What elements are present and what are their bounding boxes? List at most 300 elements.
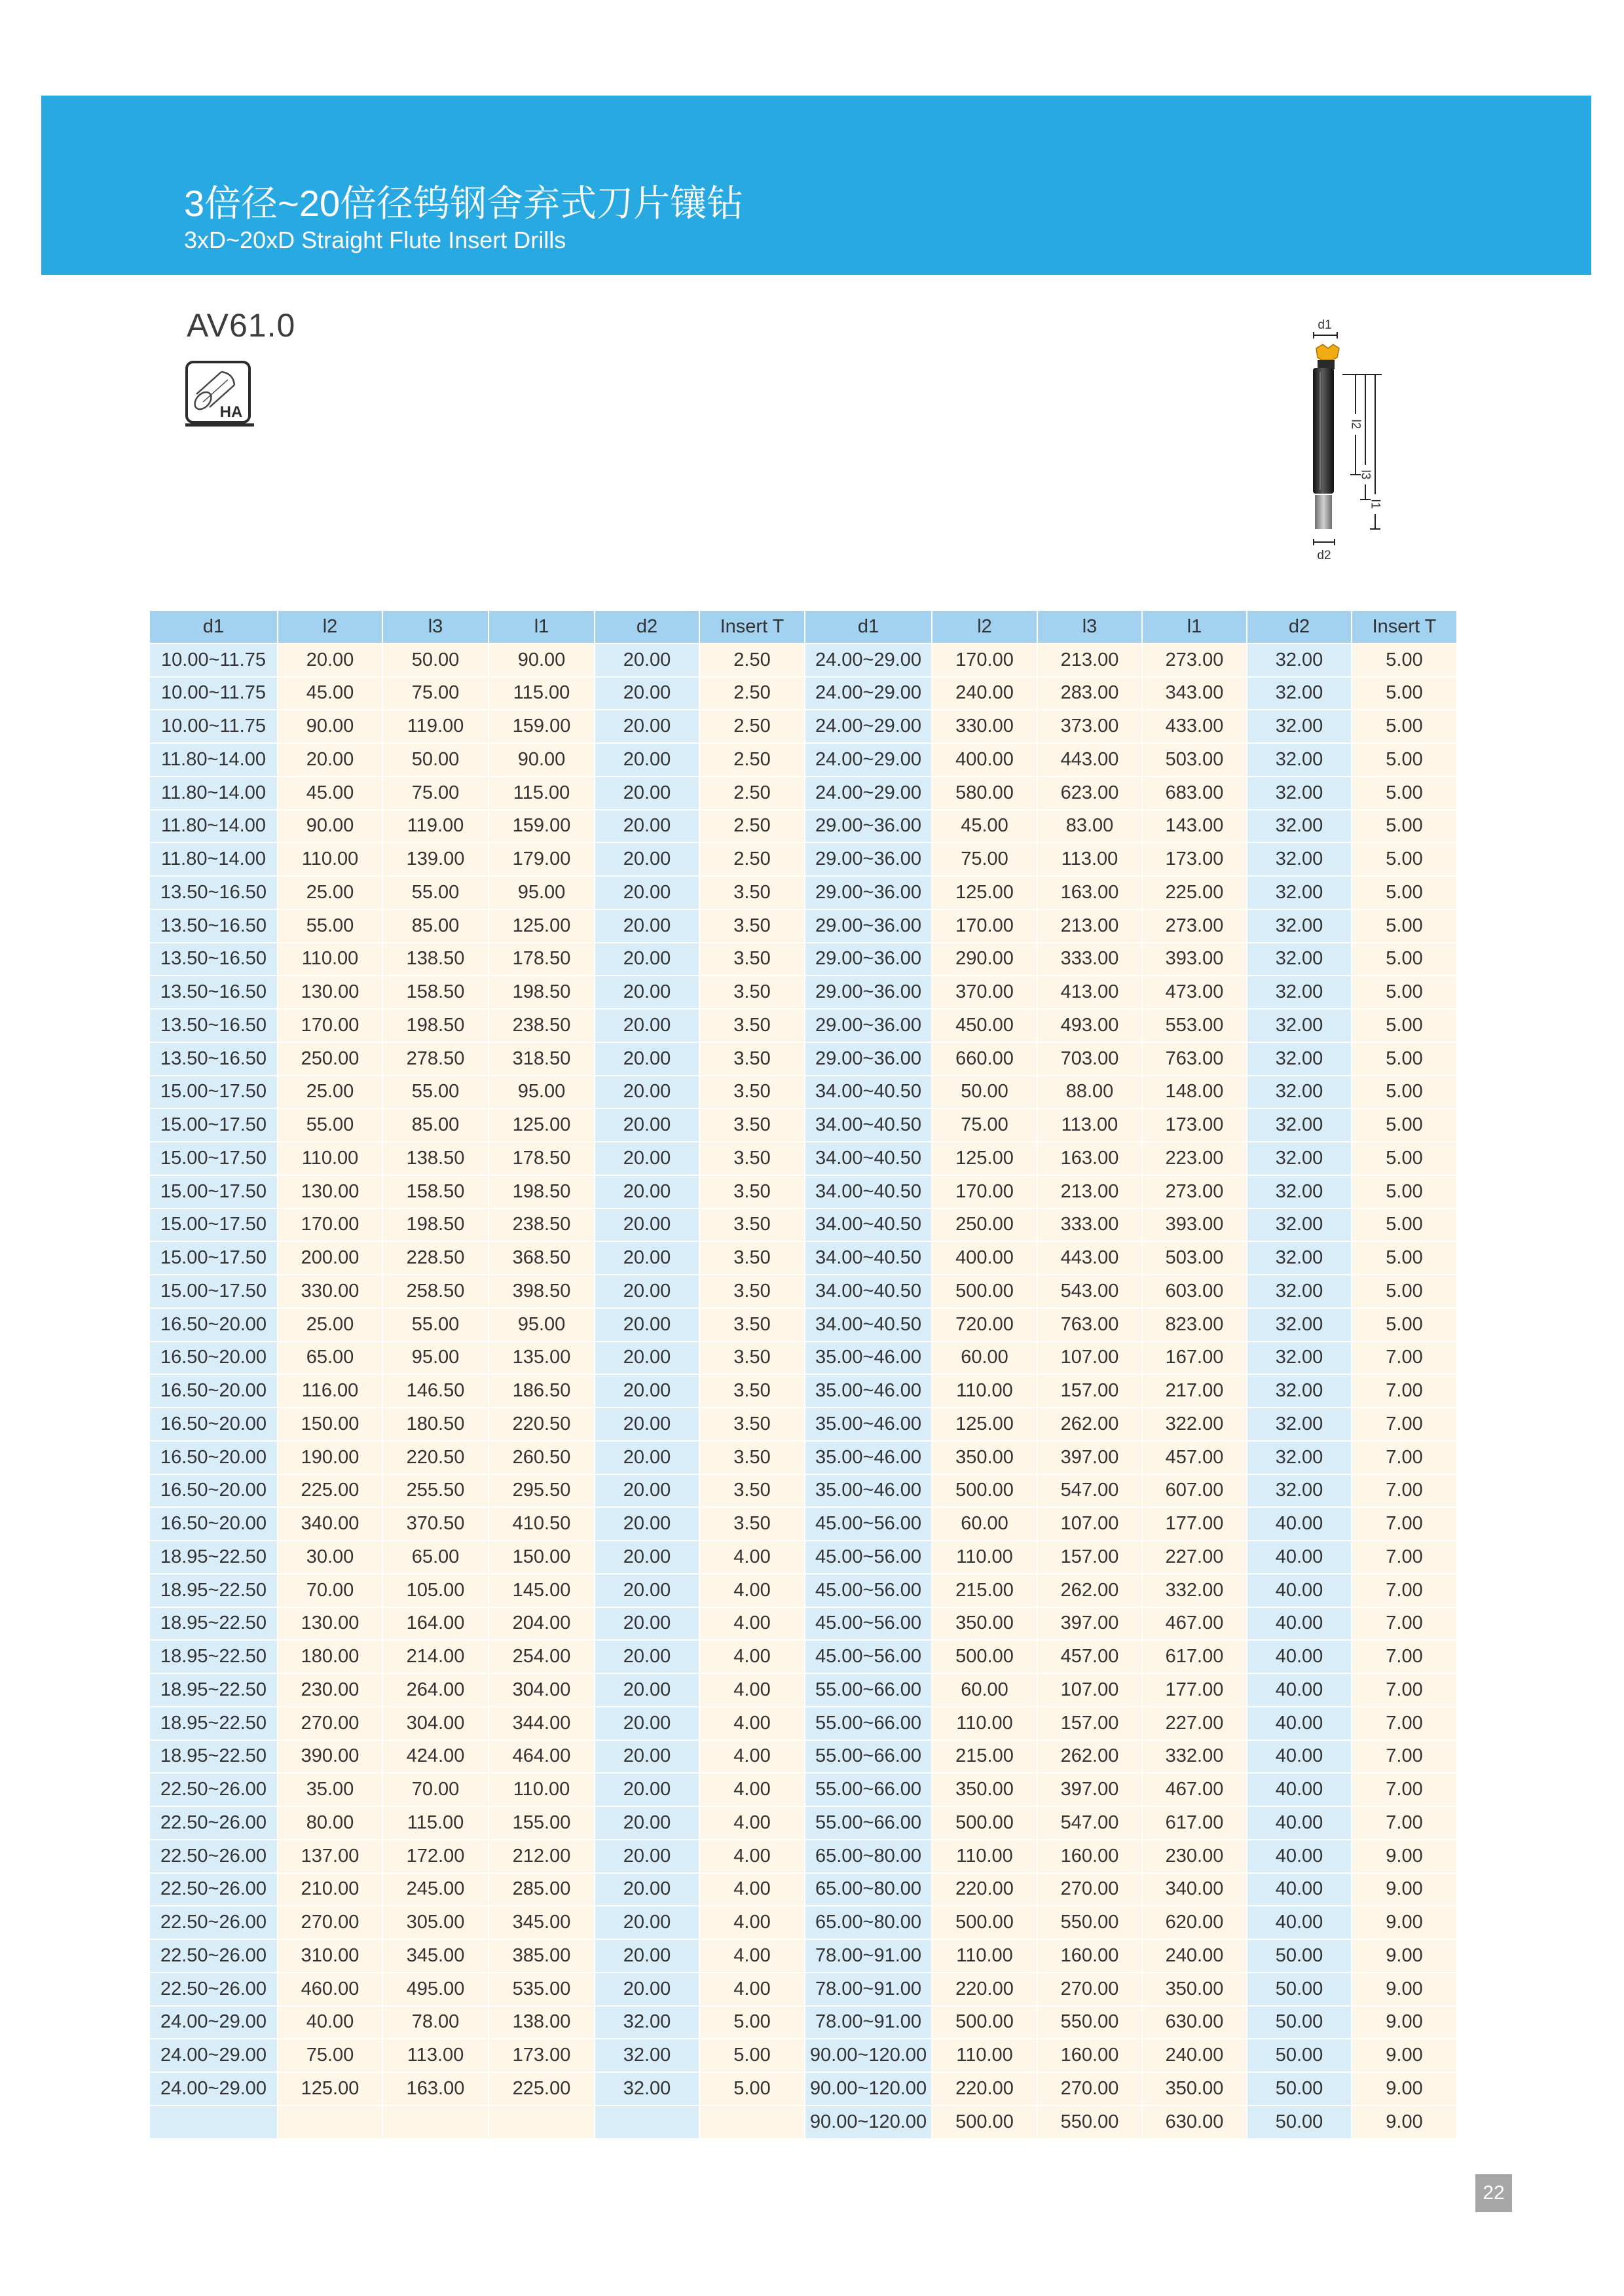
cell-d2: 40.00 — [1247, 1807, 1352, 1840]
cell-l2: 390.00 — [278, 1741, 383, 1774]
cell-d2: 20.00 — [595, 877, 700, 910]
cell-d2: 40.00 — [1247, 1575, 1352, 1608]
cell-d1: 24.00~29.00 — [150, 2007, 278, 2040]
cell-l2: 170.00 — [278, 1010, 383, 1043]
cell-l2: 116.00 — [278, 1375, 383, 1408]
cell-l3: 397.00 — [1038, 1774, 1143, 1807]
table-row — [150, 710, 1458, 744]
cell-insert-t: 2.50 — [700, 644, 805, 678]
cell-d2: 32.00 — [1247, 777, 1352, 811]
cell-l3: 213.00 — [1038, 644, 1143, 678]
cell-d1: 24.00~29.00 — [805, 710, 932, 744]
cell-d2: 20.00 — [595, 777, 700, 811]
cell-l2: 250.00 — [932, 1209, 1038, 1243]
cell-insert-t: 9.00 — [1352, 2007, 1458, 2040]
cell-l2: 350.00 — [932, 1442, 1038, 1475]
cell-insert-t: 5.00 — [700, 2073, 805, 2106]
cell-l3: 198.50 — [383, 1209, 489, 1243]
cell-l2: 110.00 — [278, 1142, 383, 1176]
cell-insert-t: 9.00 — [1352, 1940, 1458, 1973]
cell-l2: 170.00 — [932, 1176, 1038, 1209]
cell-l1: 393.00 — [1143, 943, 1247, 977]
cell-d2: 40.00 — [1247, 1741, 1352, 1774]
cell-l2: 110.00 — [932, 1375, 1038, 1408]
table-row — [150, 2106, 1458, 2140]
cell-insert-t: 7.00 — [1352, 1608, 1458, 1641]
cell-insert-t: 5.00 — [1352, 1242, 1458, 1275]
cell-l1: 238.50 — [489, 1010, 595, 1043]
cell-d2: 20.00 — [595, 1874, 700, 1907]
cell-l1: 148.00 — [1143, 1076, 1247, 1110]
cell-d2: 32.00 — [1247, 1209, 1352, 1243]
cell-d1: 35.00~46.00 — [805, 1408, 932, 1442]
column-header-l3: l3 — [383, 611, 489, 644]
cell-d1: 18.95~22.50 — [150, 1674, 278, 1707]
cell-insert-t: 5.00 — [1352, 1275, 1458, 1309]
cell-insert-t: 9.00 — [1352, 1973, 1458, 2007]
cell-d1: 16.50~20.00 — [150, 1375, 278, 1408]
cell-l1: 393.00 — [1143, 1209, 1247, 1243]
cell-d2: 20.00 — [595, 1442, 700, 1475]
cell-d2: 20.00 — [595, 1508, 700, 1541]
cell-l3: 495.00 — [383, 1973, 489, 2007]
table-row — [150, 1408, 1458, 1442]
cell-l1: 473.00 — [1143, 976, 1247, 1010]
cell-d1: 78.00~91.00 — [805, 2007, 932, 2040]
cell-d2: 40.00 — [1247, 1641, 1352, 1674]
cell-d1: 34.00~40.50 — [805, 1242, 932, 1275]
cell-l3: 172.00 — [383, 1840, 489, 1874]
cell-d1: 18.95~22.50 — [150, 1541, 278, 1575]
cell-l3: 214.00 — [383, 1641, 489, 1674]
cell-l3: 370.50 — [383, 1508, 489, 1541]
cell-insert-t: 4.00 — [700, 1906, 805, 1940]
cell-insert-t: 3.50 — [700, 1275, 805, 1309]
cell-l2: 60.00 — [932, 1674, 1038, 1707]
cell-l1: 217.00 — [1143, 1375, 1247, 1408]
cell-l3: 550.00 — [1038, 2106, 1143, 2140]
cell-l1: 95.00 — [489, 1309, 595, 1342]
cell-d2: 40.00 — [1247, 1874, 1352, 1907]
cell-d2: 20.00 — [595, 1275, 700, 1309]
cell-l2: 125.00 — [932, 877, 1038, 910]
drill-body — [1313, 368, 1334, 494]
cell-insert-t: 3.50 — [700, 1176, 805, 1209]
cell-l3: 83.00 — [1038, 811, 1143, 844]
cell-l1: 503.00 — [1143, 744, 1247, 777]
cell-l1: 204.00 — [489, 1608, 595, 1641]
cell-l3: 70.00 — [383, 1774, 489, 1807]
cell-l3: 55.00 — [383, 877, 489, 910]
cell-insert-t: 4.00 — [700, 1973, 805, 2007]
table-row — [150, 1906, 1458, 1940]
column-header-l2: l2 — [278, 611, 383, 644]
diagram-label-d2: d2 — [1317, 549, 1331, 562]
cell-d2: 20.00 — [595, 1575, 700, 1608]
cell-insert-t: 5.00 — [1352, 943, 1458, 977]
cell-l2: 290.00 — [932, 943, 1038, 977]
cell-l2: 110.00 — [932, 1840, 1038, 1874]
cell-l3: 333.00 — [1038, 943, 1143, 977]
cell-l2: 130.00 — [278, 1176, 383, 1209]
cell-d1: 24.00~29.00 — [805, 644, 932, 678]
cell-d2: 50.00 — [1247, 1940, 1352, 1973]
cell-l3: 547.00 — [1038, 1475, 1143, 1508]
cell-l1: 410.50 — [489, 1508, 595, 1541]
cell-d2: 20.00 — [595, 1475, 700, 1508]
cell-l3: 262.00 — [1038, 1741, 1143, 1774]
cell-l2: 40.00 — [278, 2007, 383, 2040]
cell-l2: 200.00 — [278, 1242, 383, 1275]
cell-d2: 20.00 — [595, 744, 700, 777]
cell-l3 — [383, 2106, 489, 2140]
cell-l2: 240.00 — [932, 678, 1038, 711]
cell-d2: 32.00 — [1247, 678, 1352, 711]
cell-l1 — [489, 2106, 595, 2140]
cell-insert-t: 7.00 — [1352, 1408, 1458, 1442]
table-row — [150, 1043, 1458, 1076]
cell-d1: 15.00~17.50 — [150, 1109, 278, 1142]
cell-insert-t: 5.00 — [1352, 710, 1458, 744]
table-row — [150, 2073, 1458, 2106]
cell-d2: 20.00 — [595, 1906, 700, 1940]
cell-l3: 228.50 — [383, 1242, 489, 1275]
cell-d1: 18.95~22.50 — [150, 1707, 278, 1741]
cell-l1: 159.00 — [489, 811, 595, 844]
cell-d2: 32.00 — [1247, 976, 1352, 1010]
cell-l3: 164.00 — [383, 1608, 489, 1641]
cell-l1: 240.00 — [1143, 2039, 1247, 2073]
cell-l1: 220.50 — [489, 1408, 595, 1442]
cell-d1: 15.00~17.50 — [150, 1076, 278, 1110]
cell-l3: 163.00 — [1038, 877, 1143, 910]
cell-l3: 50.00 — [383, 644, 489, 678]
cell-d2: 32.00 — [1247, 1309, 1352, 1342]
column-header-d1: d1 — [150, 611, 278, 644]
cell-insert-t: 7.00 — [1352, 1741, 1458, 1774]
cell-d2: 32.00 — [595, 2007, 700, 2040]
cell-l3: 75.00 — [383, 678, 489, 711]
cell-d1: 34.00~40.50 — [805, 1176, 932, 1209]
cell-insert-t: 3.50 — [700, 1375, 805, 1408]
cell-l1: 238.50 — [489, 1209, 595, 1243]
cell-d1: 13.50~16.50 — [150, 910, 278, 943]
cell-insert-t: 2.50 — [700, 744, 805, 777]
cell-insert-t: 4.00 — [700, 1807, 805, 1840]
cell-l1: 212.00 — [489, 1840, 595, 1874]
product-code: AV61.0 — [187, 307, 296, 344]
cell-insert-t: 5.00 — [1352, 1142, 1458, 1176]
cell-d1: 22.50~26.00 — [150, 1906, 278, 1940]
cell-d1: 10.00~11.75 — [150, 678, 278, 711]
cell-d1: 78.00~91.00 — [805, 1973, 932, 2007]
table-row — [150, 1973, 1458, 2007]
cell-d2: 20.00 — [595, 1707, 700, 1741]
cell-l2: 25.00 — [278, 1076, 383, 1110]
cell-l1: 178.50 — [489, 943, 595, 977]
cell-d1: 65.00~80.00 — [805, 1874, 932, 1907]
page-subtitle: 3xD~20xD Straight Flute Insert Drills — [184, 227, 566, 253]
cell-l3: 547.00 — [1038, 1807, 1143, 1840]
cell-d2: 32.00 — [1247, 1109, 1352, 1142]
cell-d2: 50.00 — [1247, 2039, 1352, 2073]
cell-l1: 225.00 — [489, 2073, 595, 2106]
cell-insert-t: 3.50 — [700, 1342, 805, 1376]
cell-insert-t: 2.50 — [700, 811, 805, 844]
cell-l3: 543.00 — [1038, 1275, 1143, 1309]
cell-l3: 443.00 — [1038, 744, 1143, 777]
cell-d2: 20.00 — [595, 1209, 700, 1243]
cell-d1: 29.00~36.00 — [805, 811, 932, 844]
cell-l1: 254.00 — [489, 1641, 595, 1674]
cell-insert-t: 4.00 — [700, 1741, 805, 1774]
cell-l2: 180.00 — [278, 1641, 383, 1674]
table-row — [150, 1940, 1458, 1973]
column-header-l3: l3 — [1038, 611, 1143, 644]
cell-l1: 173.00 — [489, 2039, 595, 2073]
cell-l1: 177.00 — [1143, 1508, 1247, 1541]
cell-l3: 220.50 — [383, 1442, 489, 1475]
cell-insert-t: 9.00 — [1352, 2073, 1458, 2106]
cell-l1: 167.00 — [1143, 1342, 1247, 1376]
cell-l3: 304.00 — [383, 1707, 489, 1741]
cell-d1: 11.80~14.00 — [150, 811, 278, 844]
cell-l3: 113.00 — [383, 2039, 489, 2073]
cell-l1: 322.00 — [1143, 1408, 1247, 1442]
cell-l1: 110.00 — [489, 1774, 595, 1807]
cell-l2: 75.00 — [278, 2039, 383, 2073]
cell-l1: 95.00 — [489, 877, 595, 910]
cell-d1: 34.00~40.50 — [805, 1076, 932, 1110]
cell-l2: 500.00 — [932, 2007, 1038, 2040]
cell-d1: 29.00~36.00 — [805, 976, 932, 1010]
cell-l1: 630.00 — [1143, 2106, 1247, 2140]
cell-l1: 125.00 — [489, 1109, 595, 1142]
cell-insert-t: 3.50 — [700, 1475, 805, 1508]
cell-d2: 32.00 — [1247, 811, 1352, 844]
cell-d2: 32.00 — [1247, 644, 1352, 678]
cell-d1: 29.00~36.00 — [805, 877, 932, 910]
cell-d1: 11.80~14.00 — [150, 744, 278, 777]
cell-d2: 20.00 — [595, 1541, 700, 1575]
cell-l3: 345.00 — [383, 1940, 489, 1973]
shank-ha-icon — [183, 359, 257, 431]
cell-insert-t: 5.00 — [1352, 1176, 1458, 1209]
cell-insert-t: 9.00 — [1352, 2106, 1458, 2140]
column-header-insert-t: Insert T — [1352, 611, 1458, 644]
cell-d1: 24.00~29.00 — [805, 678, 932, 711]
cell-d2: 32.00 — [1247, 1275, 1352, 1309]
cell-l1: 178.50 — [489, 1142, 595, 1176]
cell-d1: 22.50~26.00 — [150, 1774, 278, 1807]
cell-l1: 464.00 — [489, 1741, 595, 1774]
cell-l1: 90.00 — [489, 744, 595, 777]
cell-l2: 460.00 — [278, 1973, 383, 2007]
cell-l3: 373.00 — [1038, 710, 1143, 744]
cell-l1: 115.00 — [489, 777, 595, 811]
cell-l3: 113.00 — [1038, 843, 1143, 877]
table-row — [150, 1575, 1458, 1608]
cell-l1: 823.00 — [1143, 1309, 1247, 1342]
cell-l2: 25.00 — [278, 1309, 383, 1342]
cell-l1: 143.00 — [1143, 811, 1247, 844]
cell-l1: 385.00 — [489, 1940, 595, 1973]
cell-d1: 16.50~20.00 — [150, 1475, 278, 1508]
diagram-label-l3: l3 — [1358, 469, 1373, 480]
cell-insert-t: 3.50 — [700, 1508, 805, 1541]
cell-l2: 400.00 — [932, 744, 1038, 777]
cell-l2: 20.00 — [278, 644, 383, 678]
cell-insert-t: 9.00 — [1352, 2039, 1458, 2073]
cell-d2: 20.00 — [595, 678, 700, 711]
cell-d1: 10.00~11.75 — [150, 710, 278, 744]
column-header-d2: d2 — [595, 611, 700, 644]
cell-l1: 145.00 — [489, 1575, 595, 1608]
cell-d1: 65.00~80.00 — [805, 1906, 932, 1940]
cell-d1: 15.00~17.50 — [150, 1242, 278, 1275]
cell-l3: 146.50 — [383, 1375, 489, 1408]
table-row — [150, 777, 1458, 811]
cell-d2: 40.00 — [1247, 1707, 1352, 1741]
cell-l3: 278.50 — [383, 1043, 489, 1076]
cell-d1: 13.50~16.50 — [150, 1043, 278, 1076]
cell-insert-t: 2.50 — [700, 843, 805, 877]
cell-l2: 75.00 — [932, 843, 1038, 877]
cell-insert-t: 7.00 — [1352, 1674, 1458, 1707]
cell-insert-t: 4.00 — [700, 1674, 805, 1707]
cell-d2: 32.00 — [1247, 943, 1352, 977]
cell-d2: 20.00 — [595, 1641, 700, 1674]
cell-l1: 630.00 — [1143, 2007, 1247, 2040]
cell-d1: 15.00~17.50 — [150, 1176, 278, 1209]
cell-l3: 397.00 — [1038, 1442, 1143, 1475]
table-row — [150, 1641, 1458, 1674]
cell-insert-t: 3.50 — [700, 910, 805, 943]
cell-l3: 245.00 — [383, 1874, 489, 1907]
cell-insert-t: 3.50 — [700, 1010, 805, 1043]
cell-insert-t: 4.00 — [700, 1608, 805, 1641]
cell-l3: 305.00 — [383, 1906, 489, 1940]
cell-l1: 503.00 — [1143, 1242, 1247, 1275]
cell-l1: 350.00 — [1143, 1973, 1247, 2007]
cell-d2: 20.00 — [595, 1375, 700, 1408]
cell-l1: 332.00 — [1143, 1741, 1247, 1774]
cell-d2: 32.00 — [1247, 1375, 1352, 1408]
cell-l3: 270.00 — [1038, 2073, 1143, 2106]
cell-insert-t: 5.00 — [1352, 976, 1458, 1010]
table-row — [150, 943, 1458, 977]
cell-d2: 32.00 — [1247, 1176, 1352, 1209]
cell-l2: 110.00 — [932, 1940, 1038, 1973]
cell-d1: 55.00~66.00 — [805, 1674, 932, 1707]
cell-d2: 40.00 — [1247, 1840, 1352, 1874]
cell-l3: 550.00 — [1038, 2007, 1143, 2040]
table-row — [150, 843, 1458, 877]
cell-d2: 32.00 — [1247, 1043, 1352, 1076]
cell-l2: 150.00 — [278, 1408, 383, 1442]
cell-l1: 273.00 — [1143, 910, 1247, 943]
cell-insert-t: 7.00 — [1352, 1375, 1458, 1408]
cell-d1: 16.50~20.00 — [150, 1309, 278, 1342]
table-row — [150, 1242, 1458, 1275]
table-row — [150, 1176, 1458, 1209]
cell-d1: 13.50~16.50 — [150, 877, 278, 910]
table-row — [150, 1874, 1458, 1907]
cell-l2: 220.00 — [932, 1973, 1038, 2007]
cell-d2: 32.00 — [1247, 1010, 1352, 1043]
table-body — [150, 644, 1458, 2140]
cell-d1: 55.00~66.00 — [805, 1774, 932, 1807]
cell-l3: 413.00 — [1038, 976, 1143, 1010]
table-row — [150, 1375, 1458, 1408]
cell-l2: 45.00 — [278, 777, 383, 811]
cell-l3: 138.50 — [383, 1142, 489, 1176]
cell-l2: 400.00 — [932, 1242, 1038, 1275]
cell-d1: 45.00~56.00 — [805, 1575, 932, 1608]
cell-l3: 113.00 — [1038, 1109, 1143, 1142]
cell-l3: 160.00 — [1038, 2039, 1143, 2073]
cell-l2: 500.00 — [932, 1807, 1038, 1840]
cell-d1: 90.00~120.00 — [805, 2073, 932, 2106]
cell-l1: 603.00 — [1143, 1275, 1247, 1309]
cell-l1: 223.00 — [1143, 1142, 1247, 1176]
cell-d2: 50.00 — [1247, 2007, 1352, 2040]
cell-d2: 32.00 — [1247, 1442, 1352, 1475]
cell-l1: 179.00 — [489, 843, 595, 877]
cell-l1: 535.00 — [489, 1973, 595, 2007]
cell-l1: 343.00 — [1143, 678, 1247, 711]
cell-d1: 22.50~26.00 — [150, 1807, 278, 1840]
cell-l3: 213.00 — [1038, 1176, 1143, 1209]
cell-l3: 160.00 — [1038, 1840, 1143, 1874]
cell-insert-t: 9.00 — [1352, 1840, 1458, 1874]
cell-insert-t: 4.00 — [700, 1840, 805, 1874]
cell-d2: 40.00 — [1247, 1774, 1352, 1807]
cell-l3: 258.50 — [383, 1275, 489, 1309]
cell-l2: 220.00 — [932, 2073, 1038, 2106]
cell-d1: 55.00~66.00 — [805, 1741, 932, 1774]
cell-d2: 50.00 — [1247, 2073, 1352, 2106]
cell-l3: 85.00 — [383, 1109, 489, 1142]
cell-d1: 22.50~26.00 — [150, 1973, 278, 2007]
insert-drill-icon — [1308, 316, 1387, 564]
cell-insert-t: 2.50 — [700, 678, 805, 711]
cell-d1: 55.00~66.00 — [805, 1707, 932, 1741]
cell-l1: 273.00 — [1143, 1176, 1247, 1209]
cell-l2: 500.00 — [932, 1475, 1038, 1508]
cell-l2: 250.00 — [278, 1043, 383, 1076]
cell-l3: 255.50 — [383, 1475, 489, 1508]
cell-l1: 285.00 — [489, 1874, 595, 1907]
cell-l1: 186.50 — [489, 1375, 595, 1408]
cell-l1: 225.00 — [1143, 877, 1247, 910]
cell-l1: 173.00 — [1143, 843, 1247, 877]
cell-l2: 80.00 — [278, 1807, 383, 1840]
cell-d2: 20.00 — [595, 1940, 700, 1973]
cell-insert-t: 3.50 — [700, 943, 805, 977]
cell-insert-t: 5.00 — [1352, 644, 1458, 678]
cell-l3: 213.00 — [1038, 910, 1143, 943]
cell-insert-t: 3.50 — [700, 1209, 805, 1243]
table-row — [150, 1707, 1458, 1741]
cell-l2: 130.00 — [278, 1608, 383, 1641]
drill-insert — [1316, 344, 1339, 360]
cell-l3: 119.00 — [383, 710, 489, 744]
cell-l2: 125.00 — [932, 1408, 1038, 1442]
cell-d2: 20.00 — [595, 1043, 700, 1076]
cell-l3: 78.00 — [383, 2007, 489, 2040]
cell-d2: 20.00 — [595, 1774, 700, 1807]
